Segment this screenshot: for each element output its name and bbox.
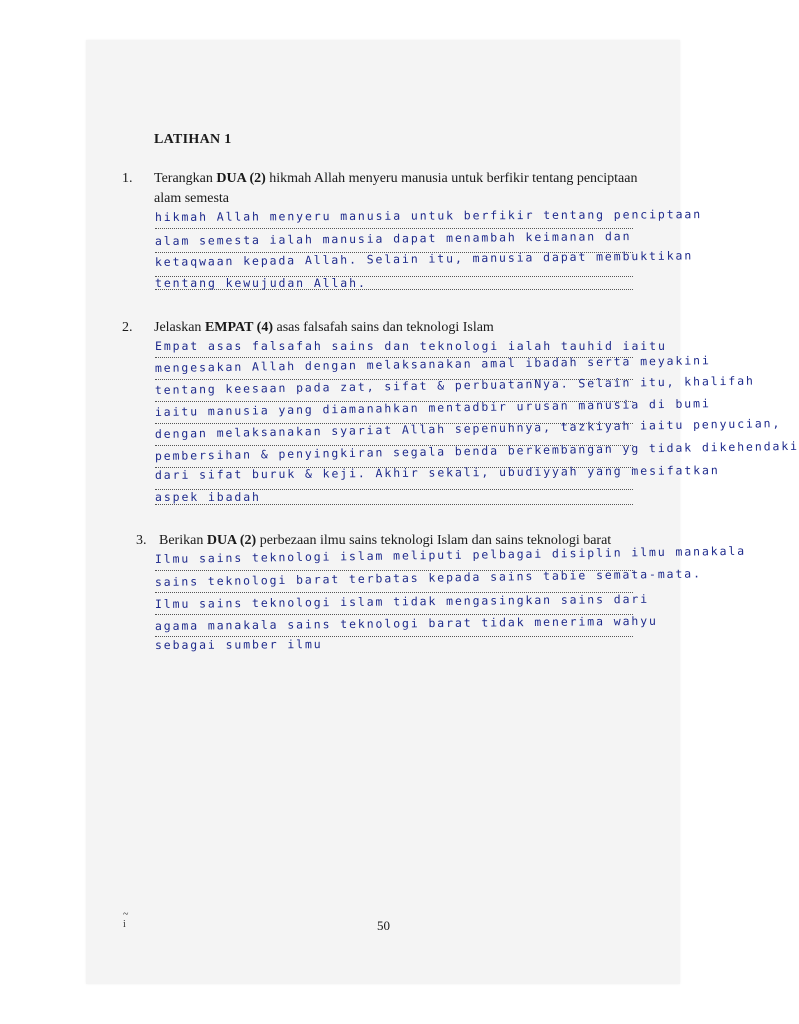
handwritten-answer: iaitu manusia yang diamanahkan mentadbir urusan manusia di bumi <box>154 396 711 419</box>
handwritten-answer: mengesakan Allah dengan melaksanakan amal ibadah serta meyakini <box>154 353 711 375</box>
handwritten-answer: dari sifat buruk & keji. Akhir sekali, ubudiyyah yang mesifatkan <box>154 463 720 482</box>
question-text: Berikan DUA (2) perbezaan ilmu sains teknologi Islam dan sains teknologi barat <box>159 533 612 548</box>
question-text: Jelaskan EMPAT (4) asas falsafah sains dan teknologi Islam <box>154 320 494 335</box>
handwritten-answer: sebagai sumber ilmu <box>154 637 323 652</box>
question-text: Terangkan DUA (2) hikmah Allah menyeru manusia untuk berfikir tentang penciptaan alam semesta <box>154 171 638 206</box>
question-number: 2. <box>122 320 133 335</box>
handwritten-answer: pembersihan & penyingkiran segala benda berkembangan yg tidak dikehendaki <box>154 438 799 463</box>
handwritten-answer: ketaqwaan kepada Allah. Selain itu, manusia dapat membuktikan <box>154 248 694 269</box>
handwritten-answer: tentang kewujudan Allah. <box>155 276 367 290</box>
question-number: 3. <box>136 533 147 548</box>
handwritten-answer: tentang keesaan pada zat, sifat & perbuatanNya. Selain itu, khalifah <box>154 373 755 397</box>
handwritten-answer: hikmah Allah menyeru manusia untuk berfikir tentang penciptaan <box>154 207 703 224</box>
question-number: 1. <box>122 171 133 186</box>
handwritten-answer: sains teknologi barat terbatas kepada sains tabie semata-mata. <box>154 566 702 589</box>
handwritten-answer: Ilmu sains teknologi islam meliputi pelbagai disiplin ilmu manakala <box>154 543 747 566</box>
handwritten-answer: aspek ibadah <box>155 490 261 504</box>
handwritten-answer: dengan melaksanakan syariat Allah sepenuhnya, tazkiyah iaitu penyucian, <box>154 416 782 441</box>
page-title: LATIHAN 1 <box>154 132 232 147</box>
margin-mark: ~ i <box>123 909 129 930</box>
page-number: 50 <box>377 918 390 933</box>
handwritten-answer: alam semesta ialah manusia dapat menambah keimanan dan <box>154 229 632 248</box>
handwritten-answer: agama manakala sains teknologi barat tidak menerima wahyu <box>154 613 658 633</box>
handwritten-answer: Ilmu sains teknologi islam tidak mengasingkan sains dari <box>154 591 650 611</box>
handwritten-answer: Empat asas falsafah sains dan teknologi ialah tauhid iaitu <box>155 339 667 353</box>
